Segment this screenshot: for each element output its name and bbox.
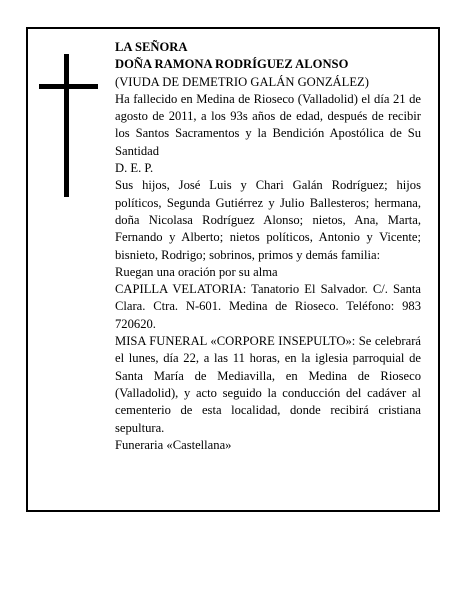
obituary-text — [115, 39, 421, 454]
funeral-info: MISA FUNERAL «CORPORE INSEPULTO»: Se celebrará el lunes, día 22, a las 11 horas, en la iglesia parroquial de Santa María de Mediavilla, en Medina de Rioseco (Valladolid), y acto seguido la conducción del cadáver al cementerio de esta localidad, donde recibirá cristiana sepultura. — [115, 334, 421, 435]
notice-title: LA SEÑORA — [115, 40, 188, 54]
chapel-info: CAPILLA VELATORIA: Tanatorio El Salvador. C/. Santa Clara. Ctra. N-601. Medina de Rioseco. Teléfono: 983 720620. — [115, 282, 421, 331]
latin-cross-icon — [39, 54, 99, 197]
cross-horizontal-bar — [39, 84, 98, 89]
funeral-home: Funeraria «Castellana» — [115, 437, 232, 452]
family-list: Sus hijos, José Luis y Chari Galán Rodríguez; hijos políticos, Segunda Gutiérrez y Julio Ballesteros; hermana, doña Nicolasa Rodríguez Alonso; nietos, Ana, Marta, Fernando y Alberto; nietos políticos, Antonio y Vicente; bisnieto, Rodrigo; sobrinos, primos y demás familia: — [115, 178, 421, 262]
deceased-name: DOÑA RAMONA RODRÍGUEZ ALONSO — [115, 57, 349, 72]
widow-of: (VIUDA DE DEMETRIO GALÁN GONZÁLEZ) — [115, 74, 369, 89]
rip-text: D. E. P. — [115, 161, 154, 176]
prayer-request: Ruegan una oración por su alma — [115, 264, 278, 279]
cross-vertical-bar — [64, 54, 69, 197]
death-announcement: Ha fallecido en Medina de Rioseco (Valladolid) el día 21 de agosto de 2011, a los 93s años de edad, después de recibir los Santos Sacramentos y la Bendición Apostólica de Su Santidad — [115, 91, 421, 158]
